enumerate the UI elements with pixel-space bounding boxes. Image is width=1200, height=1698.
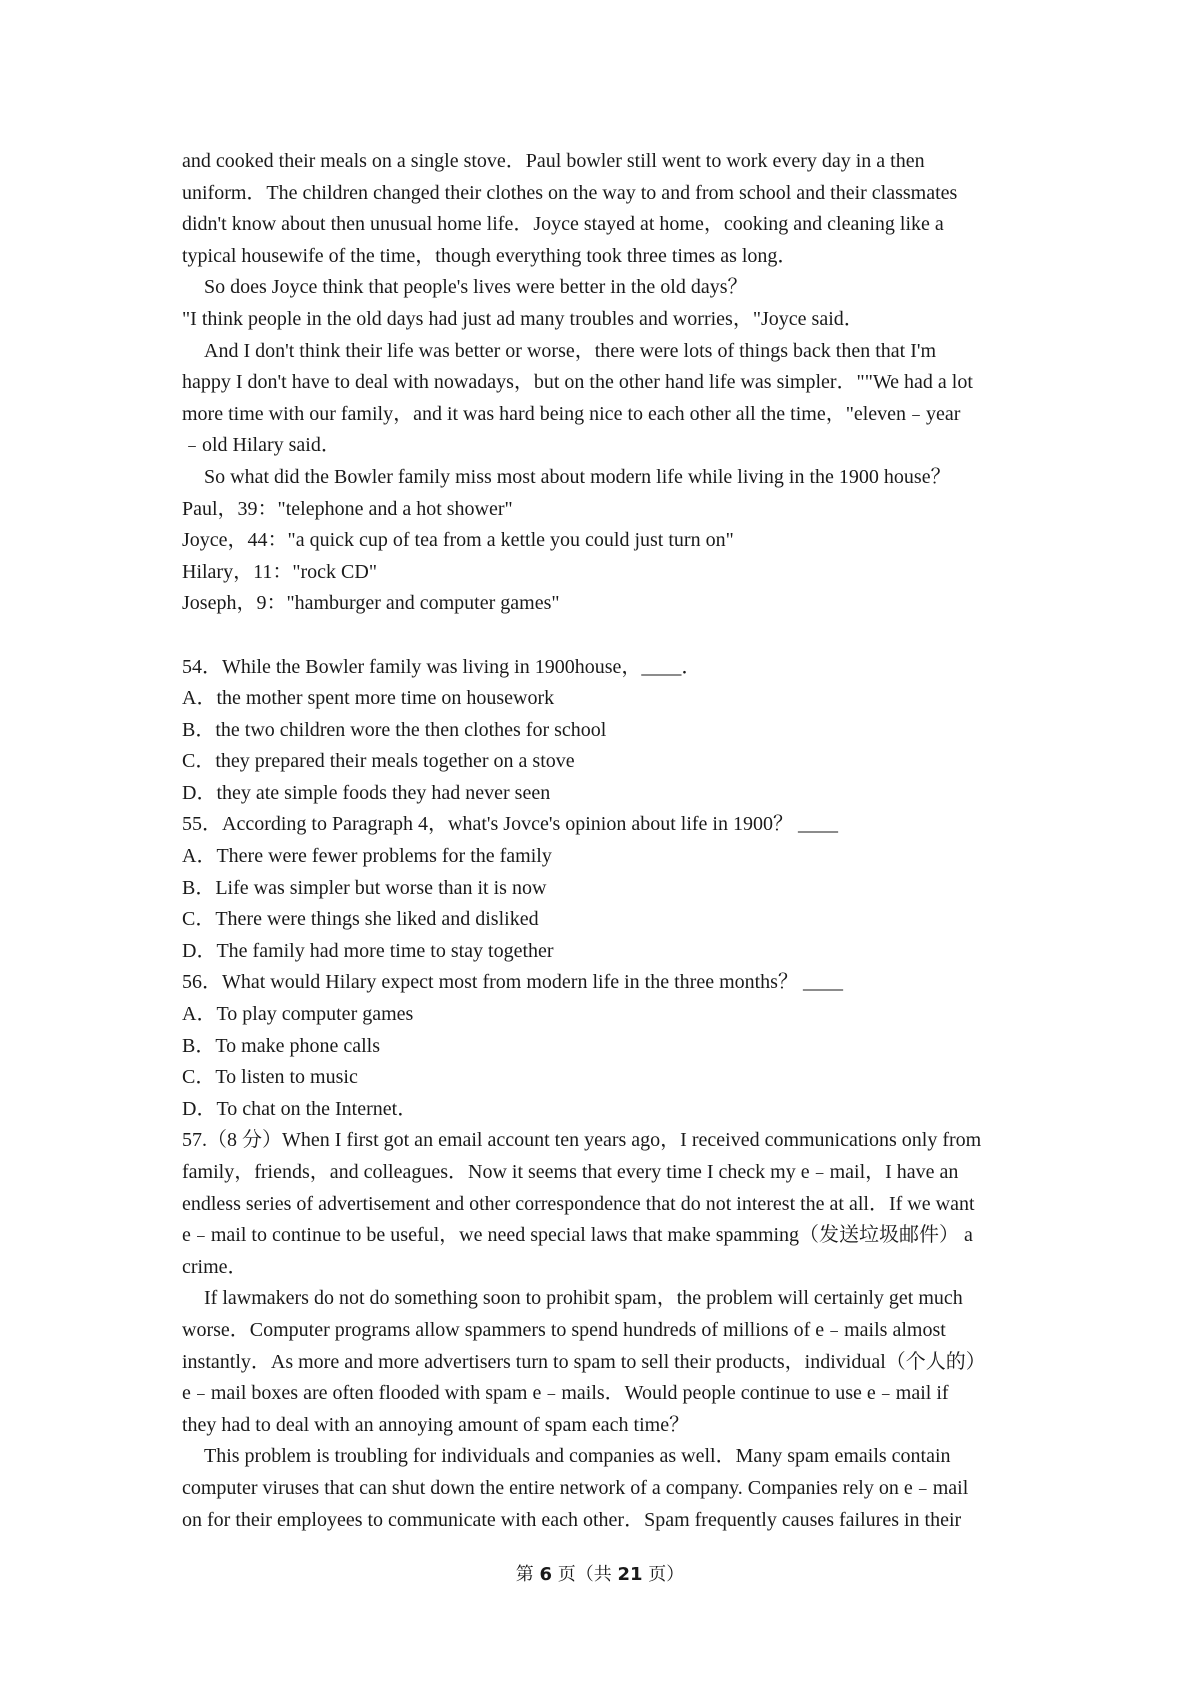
answer-option: C．There were things she liked and disliked bbox=[182, 908, 539, 931]
passage-line: If lawmakers do not do something soon to prohibit spam，the problem will certainly get much bbox=[204, 1287, 963, 1310]
answer-option: A．There were fewer problems for the family bbox=[182, 845, 552, 868]
passage-line: uniform．The children changed their clothes on the way to and from school and their classmates bbox=[182, 181, 958, 204]
passage-line: more time with our family，and it was hard being nice to each other all the time，"eleven﹣year bbox=[182, 402, 961, 425]
passage-line: Joseph，9："hamburger and computer games" bbox=[182, 592, 560, 615]
question-stem: 55．According to Paragraph 4，what's Jovce's opinion about life in 1900？ ____ bbox=[182, 813, 838, 836]
passage-line: endless series of advertisement and other correspondence that do not interest the at all．If we want bbox=[182, 1192, 975, 1215]
passage-line: Hilary，11："rock CD" bbox=[182, 560, 377, 583]
answer-option: D．To chat on the Internet． bbox=[182, 1097, 418, 1120]
passage-line: didn't know about then unusual home life．Joyce stayed at home，cooking and cleaning like a bbox=[182, 213, 944, 236]
passage-line: happy I don't have to deal with nowadays，but on the other hand life was simpler．""We had a lot bbox=[182, 371, 973, 394]
passage-line: they had to deal with an annoying amount of spam each time？ bbox=[182, 1413, 690, 1436]
question-stem: 56．What would Hilary expect most from modern life in the three months？ ____ bbox=[182, 971, 843, 994]
passage-line: This problem is troubling for individuals and companies as well．Many spam emails contain bbox=[204, 1445, 951, 1468]
passage-line: and cooked their meals on a single stove．Paul bowler still went to work every day in a then bbox=[182, 150, 925, 172]
page-footer bbox=[0, 1560, 1200, 1586]
passage-line: Paul，39："telephone and a hot shower" bbox=[182, 497, 513, 520]
passage-line: computer viruses that can shut down the entire network of a company. Companies rely on e﹣mail bbox=[182, 1476, 969, 1499]
answer-option: C．To listen to music bbox=[182, 1066, 358, 1089]
answer-option: A．To play computer games bbox=[182, 1003, 414, 1026]
passage-line: "I think people in the old days had just ad many troubles and worries，"Joyce said． bbox=[182, 307, 864, 330]
passage-line: Joyce，44："a quick cup of tea from a kettle you could just turn on" bbox=[182, 529, 734, 552]
passage-line: e﹣mail to continue to be useful，we need special laws that make spamming（发送垃圾邮件） a bbox=[182, 1224, 973, 1247]
answer-option: C．they prepared their meals together on a stove bbox=[182, 750, 575, 773]
answer-option: B．To make phone calls bbox=[182, 1034, 380, 1057]
passage-line: So does Joyce think that people's lives were better in the old days？ bbox=[204, 276, 748, 299]
answer-option: B．the two children wore the then clothes for school bbox=[182, 718, 607, 741]
spacer bbox=[182, 620, 1028, 652]
passage-line: typical housewife of the time，though everything took three times as long． bbox=[182, 244, 798, 267]
answer-option: A．the mother spent more time on housework bbox=[182, 687, 555, 710]
passage-line: crime． bbox=[182, 1255, 248, 1278]
passage-line: So what did the Bowler family miss most about modern life while living in the 1900 house？ bbox=[204, 465, 951, 488]
passage-line: And I don't think their life was better or worse，there were lots of things back then that I'm bbox=[204, 339, 937, 362]
answer-option: D．The family had more time to stay together bbox=[182, 939, 554, 962]
passage-line: e﹣mail boxes are often flooded with spam e﹣mails．Would people continue to use e﹣mail if bbox=[182, 1382, 949, 1405]
footer-prefix: 第 bbox=[515, 1564, 540, 1585]
footer-suffix: 页） bbox=[642, 1564, 685, 1585]
passage-line: instantly．As more and more advertisers turn to spam to sell their products，individual（个人的） bbox=[182, 1350, 986, 1373]
answer-option: B．Life was simpler but worse than it is now bbox=[182, 876, 547, 899]
answer-option: D．they ate simple foods they had never seen bbox=[182, 781, 551, 804]
page-content bbox=[182, 146, 1028, 1536]
passage-line: worse．Computer programs allow spammers to spend hundreds of millions of e﹣mails almost bbox=[182, 1318, 946, 1341]
footer-total-pages: 21 bbox=[617, 1564, 643, 1585]
passage-line: on for their employees to communicate with each other．Spam frequently causes failures in their bbox=[182, 1508, 962, 1531]
passage-line: family，friends，and colleagues．Now it seems that every time I check my e﹣mail，I have an bbox=[182, 1161, 959, 1183]
question-stem: 54．While the Bowler family was living in 1900house，____． bbox=[182, 655, 702, 678]
passage-line: ﹣old Hilary said． bbox=[182, 434, 341, 457]
passage-line: 57.（8 分）When I first got an email account ten years ago，I received communications only from bbox=[182, 1129, 982, 1152]
footer-middle: 页（共 bbox=[552, 1564, 618, 1585]
footer-page-number: 6 bbox=[539, 1564, 552, 1585]
